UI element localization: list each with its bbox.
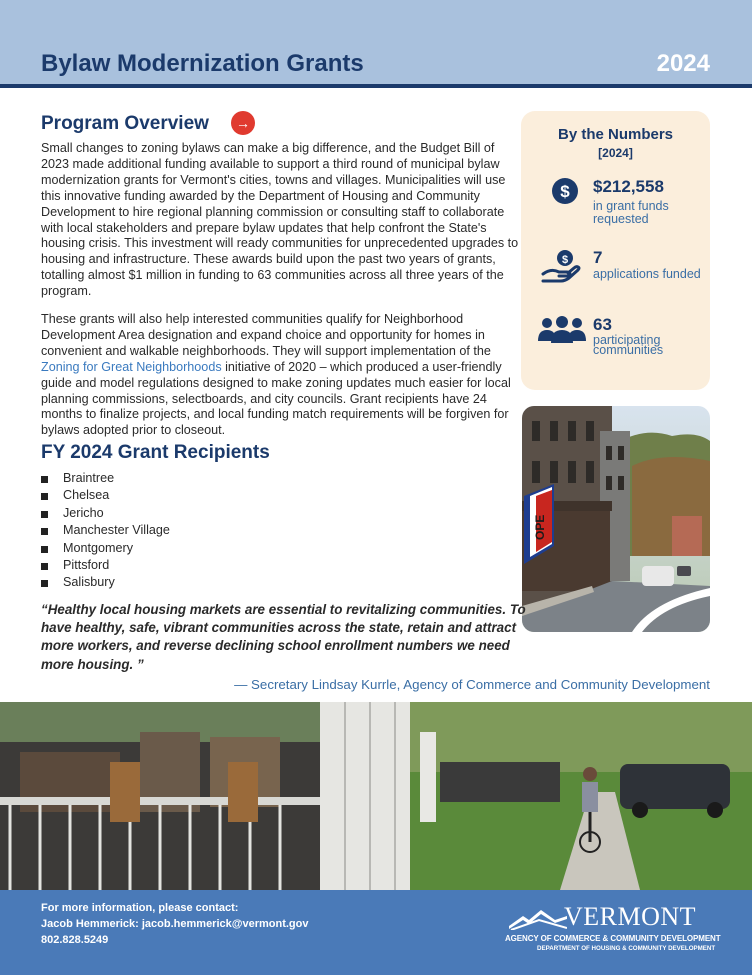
overview-paragraph-2: These grants will also help interested communities qualify for Neighborhood Development Area designation and expand choice and opportunity for homes in convenient and walkable neighborhoods. They will support implementation of the Zoning for Great Neighborhoods initiative of 2020 – which produced a user-friendly guide and model regulations designed to make zoning updates much easier for local planning commissions, selectboards, and city councils. Grant recipients have 24 months to finalize projects, and local funding match requirements will be forgiven for bylaws adopted prior to closeout. [41,312,511,438]
pull-quote: “Healthy local housing markets are essential to revitalizing communities. To have healthy, safe, vibrant communities across the state, retain and attract more workers, and reverse declining school enrollment numbers we need more housing. ” [41,602,526,672]
list-item: Jericho [41,505,170,522]
contact-label: For more information, please contact: [41,902,239,914]
hand-coin-icon [541,248,581,284]
open-flag-text: OPE [533,514,547,540]
stat-label-communities: participating communities [593,333,664,357]
stat-value-funds: $212,558 [593,177,664,196]
numbers-title: By the Numbers [557,126,674,143]
list-item: Salisbury [41,574,170,591]
logo-department-line: DEPARTMENT OF HOUSING & COMMUNITY DEVELOPMENT [537,945,716,952]
stat-label-funds: in grant funds requested [593,199,669,226]
quote-attribution: — Secretary Lindsay Kurrle, Agency of Commerce and Community Development [234,677,710,692]
page-title: Bylaw Modernization Grants [41,50,364,77]
svg-text:$: $ [561,254,569,266]
main-street-photo [522,406,710,632]
list-item: Braintree [41,470,170,487]
contact-email[interactable]: Jacob Hemmerick: jacob.hemmerick@vermont.gov [41,918,309,930]
numbers-year: [2024] [598,146,633,160]
overview-heading: Program Overview [41,113,209,134]
recipients-list [41,470,170,592]
svg-text:$: $ [560,182,570,201]
by-the-numbers-panel [521,111,710,390]
arrow-right-icon[interactable]: → [231,111,255,135]
dollar-coin-icon [551,177,579,205]
footer [0,890,752,975]
page-header [0,0,752,88]
list-item: Montgomery [41,540,170,557]
stat-value-communities: 63 [593,315,612,334]
overview-paragraph-1: Small changes to zoning bylaws can make a big difference, and the Budget Bill of 2023 made additional funding available to support a third round of municipal bylaw modernization grants for Vermont's cities, towns and villages. Municipalities will use this innovative funding awarded by the Department of Housing and Community Development to hire regional planning commission or consulting staff to collaborate with local stakeholders and prepare bylaw updates that help confront the State's housing crisis. This investment will ready communities for unprecedented upgrades to housing and infrastructure. These awards build upon the past two years of grants, totalling almost $1 million in funding to 63 communities across all three years of the program. [41,141,519,299]
vermont-mountain-logo-icon [509,906,567,930]
stat-label-applications: applications funded [593,267,701,281]
list-item: Pittsford [41,557,170,574]
contact-phone: 802.828.5249 [41,934,109,946]
zoning-great-neighborhoods-link[interactable]: Zoning for Great Neighborhoods [41,359,222,374]
people-group-icon [537,316,587,344]
list-item: Chelsea [41,487,170,504]
stat-value-applications: 7 [593,248,603,267]
neighborhood-photo [0,702,752,890]
vermont-logo-word: VERMONT [564,902,697,931]
list-item: Manchester Village [41,522,170,539]
page-year: 2024 [656,50,710,77]
logo-agency-line: AGENCY OF COMMERCE & COMMUNITY DEVELOPMENT [505,934,721,943]
recipients-heading: FY 2024 Grant Recipients [41,442,270,463]
